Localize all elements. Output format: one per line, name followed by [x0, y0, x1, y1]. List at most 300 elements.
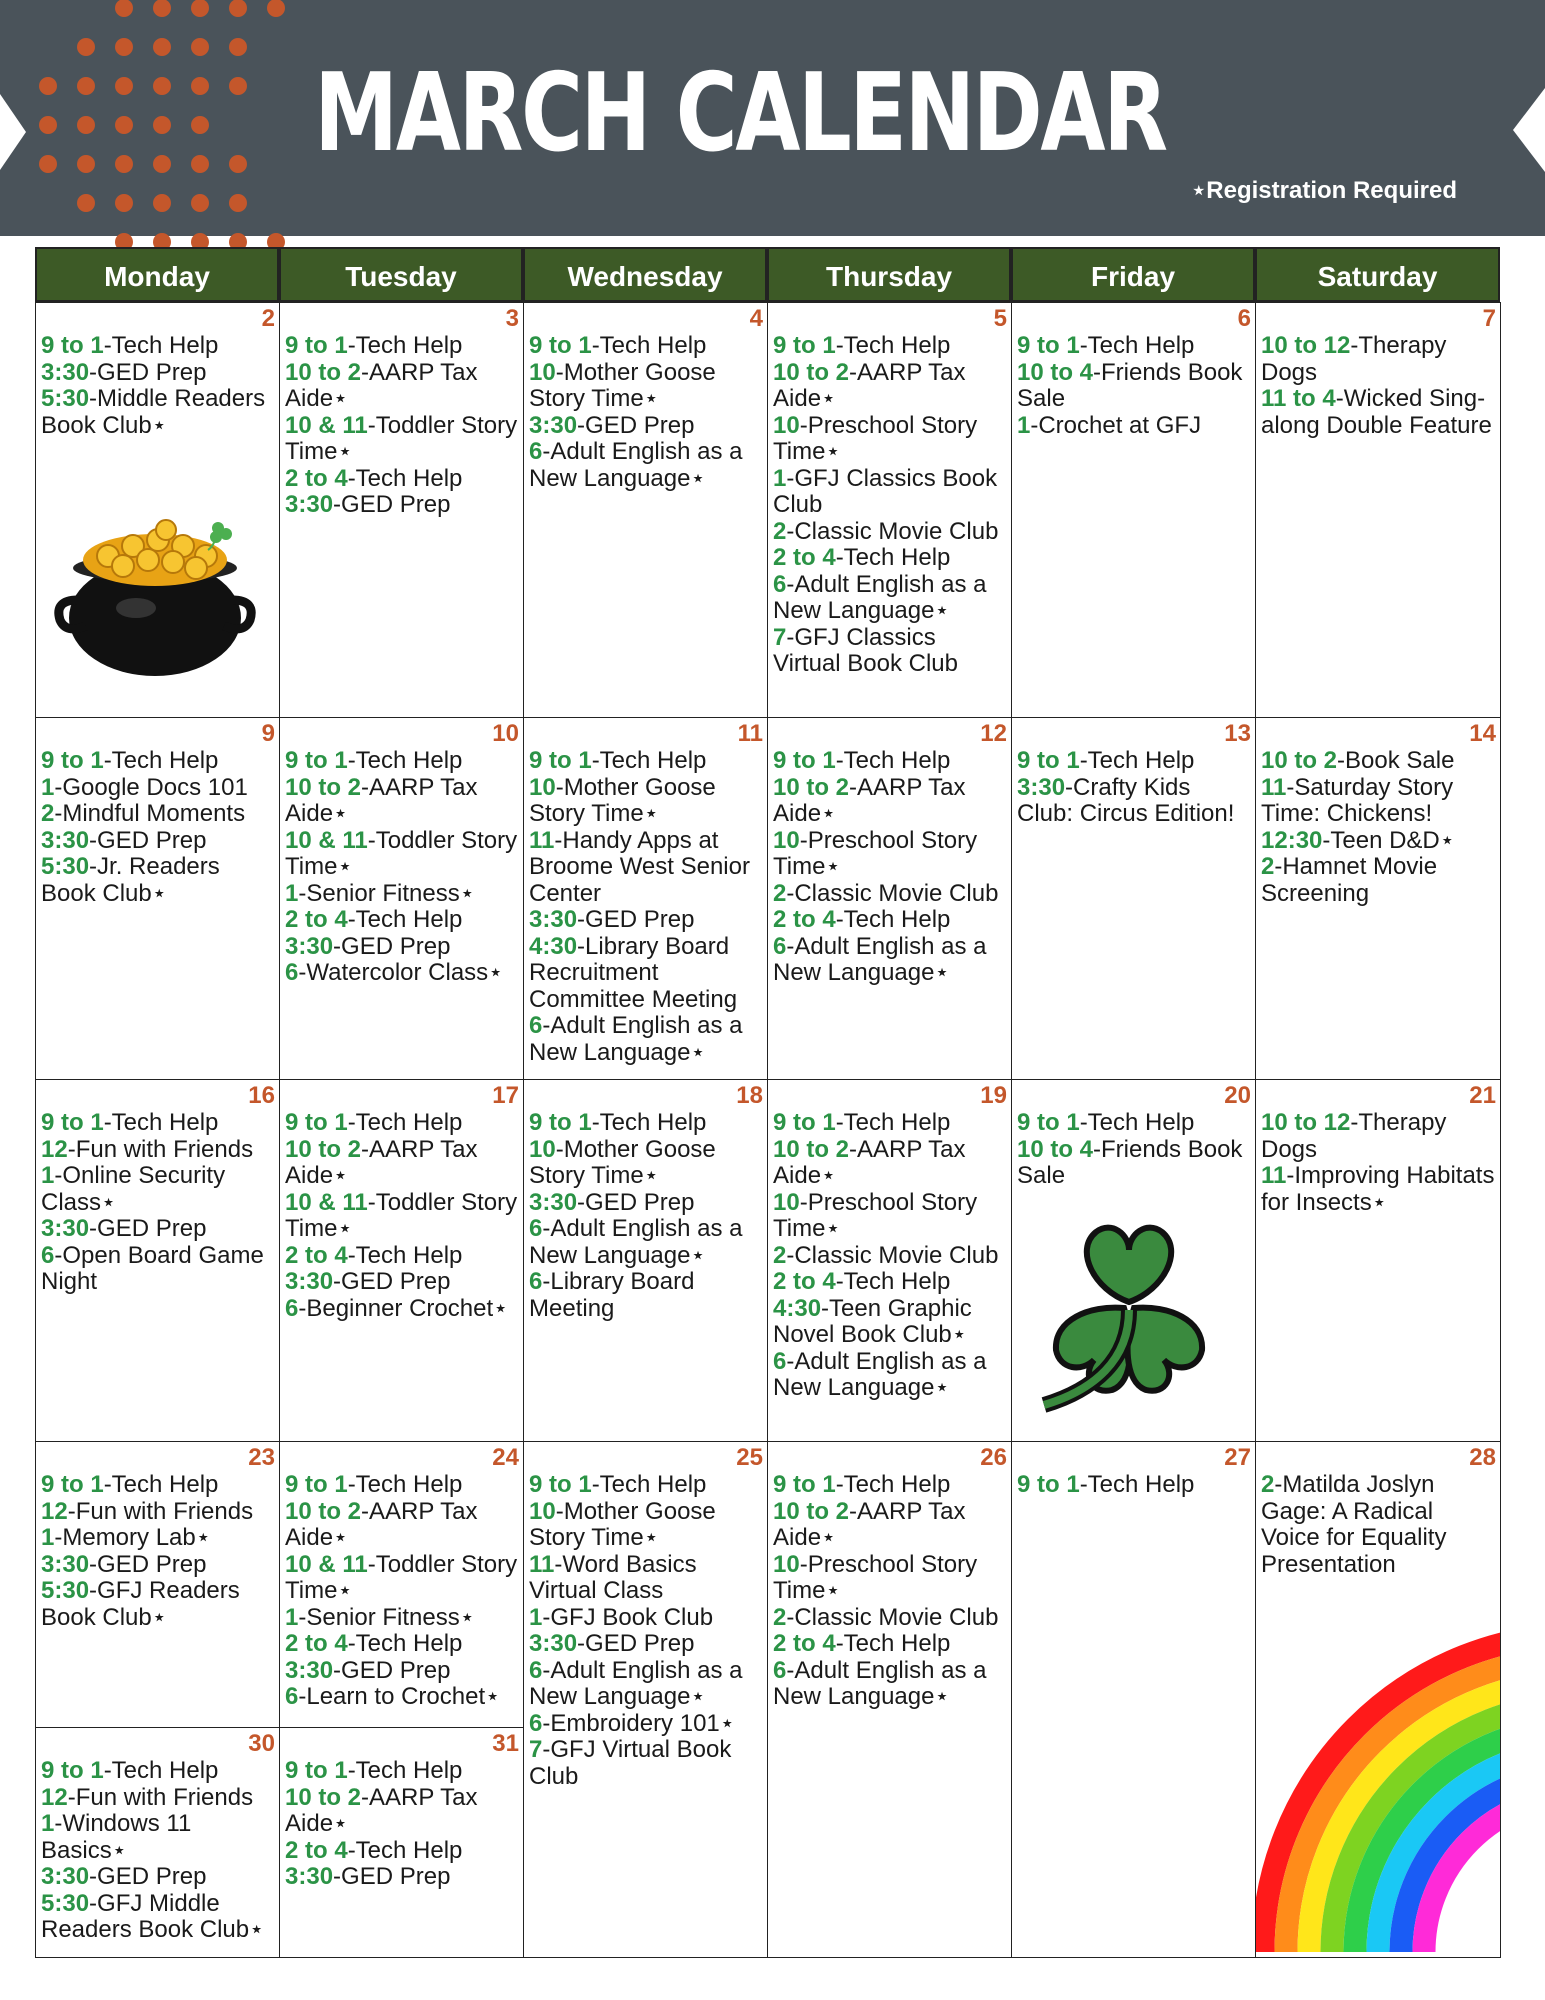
event-title: -Tech Help — [835, 544, 951, 571]
event-list — [41, 748, 275, 907]
date-number: 11 — [737, 720, 763, 747]
date-number: 2 — [261, 305, 275, 332]
event-item — [529, 1216, 763, 1269]
event-list — [773, 1472, 1007, 1711]
calendar-grid — [35, 247, 1500, 1957]
event-title: -Therapy Dogs — [1261, 332, 1447, 386]
event-list — [1261, 748, 1496, 907]
event-time: 9 to 1 — [773, 1471, 836, 1498]
event-time: 10 — [529, 1135, 556, 1163]
event-item — [41, 854, 275, 907]
event-item — [1017, 360, 1251, 413]
event-item — [529, 1658, 763, 1711]
day-cell-11 — [523, 717, 768, 1080]
event-item — [41, 333, 275, 360]
event-title: -GED Prep — [577, 411, 695, 439]
event-item — [1261, 386, 1496, 439]
event-item — [529, 413, 763, 440]
event-title: -Improving Habitats for Insects⋆ — [1261, 1162, 1495, 1216]
event-time: 10 — [529, 1497, 556, 1525]
event-title: -Online Security Class⋆ — [41, 1162, 226, 1216]
event-time: 2 — [773, 1241, 787, 1269]
date-number: 21 — [1469, 1082, 1496, 1109]
event-time: 2 to 4 — [285, 1836, 348, 1864]
event-time: 3:30 — [285, 491, 334, 518]
event-item — [41, 748, 275, 775]
event-title: -AARP Tax Aide⋆ — [773, 1135, 966, 1189]
event-time: 7 — [529, 1736, 543, 1763]
event-title: -Classic Movie Club — [786, 879, 999, 907]
event-time: 10 to 2 — [1261, 747, 1338, 774]
event-title: -Google Docs 101 — [54, 773, 248, 801]
day-cell-30 — [35, 1727, 280, 1958]
date-number: 12 — [980, 720, 1007, 747]
event-time: 6 — [529, 1268, 543, 1295]
event-item — [773, 1472, 1007, 1499]
event-item — [285, 934, 519, 961]
event-time: 10 — [529, 773, 556, 801]
day-cell-5 — [767, 302, 1012, 718]
event-time: 2 — [1261, 853, 1275, 880]
event-title: -Tech Help — [1079, 747, 1195, 774]
event-item — [41, 1758, 275, 1785]
date-number: 13 — [1224, 720, 1251, 747]
event-list — [1261, 1472, 1496, 1578]
event-item — [41, 1216, 275, 1243]
event-list — [529, 333, 763, 492]
date-number: 23 — [248, 1444, 275, 1471]
event-item — [529, 1013, 763, 1066]
event-title: -Tech Help — [103, 332, 219, 359]
event-item — [41, 1243, 275, 1296]
event-item — [285, 960, 519, 987]
event-item — [1261, 1472, 1496, 1578]
event-item — [773, 1349, 1007, 1402]
day-header-thursday: Thursday — [767, 247, 1011, 302]
event-time: 10 to 2 — [773, 1135, 850, 1163]
event-list — [41, 1472, 275, 1631]
event-list — [529, 1472, 763, 1790]
day-cell-13 — [1011, 717, 1256, 1080]
event-item — [285, 1552, 519, 1605]
event-time: 9 to 1 — [41, 747, 104, 774]
event-title: -Middle Readers Book Club⋆ — [41, 385, 266, 439]
event-item — [285, 1864, 519, 1891]
event-item — [285, 333, 519, 360]
event-item — [285, 1631, 519, 1658]
day-cell-27 — [1011, 1441, 1256, 1958]
event-title: -Adult English as a New Language⋆ — [529, 1012, 743, 1066]
event-title: -Mother Goose Story Time⋆ — [529, 1497, 716, 1551]
event-time: 10 to 4 — [1017, 1135, 1094, 1163]
event-title: -Tech Help — [347, 1836, 463, 1864]
event-time: 6 — [41, 1241, 55, 1269]
event-list — [41, 1110, 275, 1296]
event-time: 9 to 1 — [41, 332, 104, 359]
event-item — [529, 1499, 763, 1552]
event-item — [773, 1605, 1007, 1632]
event-item — [41, 1110, 275, 1137]
event-title: -Library Board Recruitment Committee Meeting — [529, 932, 738, 1013]
event-time: 3:30 — [285, 1656, 334, 1684]
event-time: 5:30 — [41, 853, 90, 880]
event-time: 10 & 11 — [285, 411, 368, 439]
event-title: -Therapy Dogs — [1261, 1109, 1447, 1163]
day-cell-24 — [279, 1441, 524, 1728]
event-title: -Tech Help — [347, 1241, 463, 1269]
event-time: 3:30 — [285, 1863, 334, 1890]
pot-of-gold-icon — [48, 508, 263, 683]
event-time: 10 to 2 — [285, 1135, 362, 1163]
event-title: -Tech Help — [835, 1268, 951, 1295]
event-item — [529, 1190, 763, 1217]
day-cell-20 — [1011, 1079, 1256, 1442]
banner-notch — [1513, 88, 1545, 172]
event-time: 12 — [41, 1497, 68, 1525]
event-item — [773, 545, 1007, 572]
event-item — [529, 1137, 763, 1190]
event-item — [285, 1758, 519, 1785]
event-item — [41, 1864, 275, 1891]
event-list — [1017, 748, 1251, 828]
event-time: 1 — [285, 1603, 299, 1631]
event-time: 3:30 — [1017, 773, 1066, 801]
event-item — [41, 1785, 275, 1812]
event-item — [773, 1658, 1007, 1711]
event-time: 3:30 — [529, 906, 578, 933]
event-title: -Mindful Moments — [54, 800, 246, 827]
event-item — [1017, 333, 1251, 360]
date-number: 4 — [749, 305, 763, 332]
event-time: 3:30 — [41, 358, 90, 386]
event-item — [529, 907, 763, 934]
date-number: 10 — [492, 720, 519, 747]
day-cell-6 — [1011, 302, 1256, 718]
event-item — [529, 1605, 763, 1632]
event-title: -GED Prep — [333, 932, 451, 960]
event-title: -Fun with Friends — [67, 1497, 254, 1525]
event-time: 11 — [1261, 1162, 1287, 1189]
page-title: MARCH CALENDAR — [314, 51, 1166, 176]
event-item — [529, 1737, 763, 1790]
event-title: -Tech Help — [103, 1471, 219, 1498]
event-item — [773, 1243, 1007, 1270]
date-number: 18 — [736, 1082, 763, 1109]
event-title: -GED Prep — [89, 1215, 207, 1242]
event-list — [773, 748, 1007, 987]
event-item — [41, 1472, 275, 1499]
event-title: -Embroidery 101⋆ — [542, 1709, 735, 1737]
event-title: -Friends Book Sale — [1017, 1135, 1243, 1189]
event-title: -Tech Help — [347, 906, 463, 933]
event-item — [773, 748, 1007, 775]
event-title: -Tech Help — [591, 1471, 707, 1498]
event-item — [529, 934, 763, 1014]
event-item — [529, 828, 763, 908]
event-time: 2 to 4 — [285, 906, 348, 933]
event-list — [529, 1110, 763, 1322]
event-title: -AARP Tax Aide⋆ — [773, 358, 966, 412]
event-time: 1 — [41, 773, 55, 801]
event-time: 7 — [773, 623, 787, 651]
event-time: 5:30 — [41, 1889, 90, 1917]
event-list — [285, 1758, 519, 1891]
date-number: 3 — [505, 305, 519, 332]
event-time: 9 to 1 — [41, 1109, 104, 1136]
event-time: 10 to 2 — [773, 773, 850, 801]
event-title: -Fun with Friends — [67, 1783, 254, 1811]
event-title: -Mother Goose Story Time⋆ — [529, 1135, 716, 1189]
event-item — [285, 1243, 519, 1270]
event-item — [529, 439, 763, 492]
event-time: 6 — [529, 1709, 543, 1737]
event-time: 2 — [773, 879, 787, 907]
event-item — [529, 748, 763, 775]
day-header-wednesday: Wednesday — [523, 247, 767, 302]
event-time: 9 to 1 — [529, 1471, 592, 1498]
event-title: -Tech Help — [835, 332, 951, 359]
event-title: -Tech Help — [347, 1630, 463, 1657]
event-time: 9 to 1 — [1017, 1109, 1080, 1136]
event-time: 2 — [773, 517, 787, 545]
event-time: 10 — [773, 411, 800, 439]
event-item — [529, 1631, 763, 1658]
event-item — [41, 1499, 275, 1526]
event-time: 2 to 4 — [773, 1630, 836, 1657]
event-title: -Tech Help — [347, 747, 463, 774]
event-time: 10 to 2 — [773, 358, 850, 386]
event-title: -GED Prep — [333, 491, 451, 518]
event-item — [529, 1472, 763, 1499]
event-time: 5:30 — [41, 1577, 90, 1604]
event-title: -GED Prep — [577, 906, 695, 933]
event-time: 2 to 4 — [773, 544, 836, 571]
event-title: -Tech Help — [835, 747, 951, 774]
event-title: -GED Prep — [333, 1863, 451, 1890]
event-item — [1261, 1163, 1496, 1216]
event-item — [285, 1296, 519, 1323]
event-item — [285, 1785, 519, 1838]
date-number: 27 — [1224, 1444, 1251, 1471]
rainbow-icon — [1255, 1617, 1501, 1957]
event-title: -Senior Fitness⋆ — [298, 1603, 475, 1631]
event-item — [773, 1110, 1007, 1137]
event-item — [285, 1684, 519, 1711]
event-time: 1 — [41, 1810, 55, 1837]
date-number: 26 — [980, 1444, 1007, 1471]
event-item — [529, 1110, 763, 1137]
event-title: -Adult English as a New Language⋆ — [529, 1215, 743, 1269]
day-header-tuesday: Tuesday — [279, 247, 523, 302]
event-title: -Friends Book Sale — [1017, 358, 1243, 412]
event-time: 10 to 2 — [773, 1497, 850, 1525]
event-title: -Adult English as a New Language⋆ — [529, 438, 743, 492]
event-time: 6 — [529, 1656, 543, 1684]
event-title: -Adult English as a New Language⋆ — [773, 1347, 987, 1401]
event-title: -GFJ Readers Book Club⋆ — [41, 1577, 240, 1631]
day-cell-25 — [523, 1441, 768, 1958]
event-time: 10 to 12 — [1261, 1109, 1351, 1136]
event-title: -Watercolor Class⋆ — [298, 959, 504, 986]
event-time: 6 — [773, 932, 787, 960]
event-title: -Toddler Story Time⋆ — [285, 411, 518, 465]
event-title: -Library Board Meeting — [529, 1268, 695, 1322]
event-time: 10 — [773, 1188, 800, 1216]
event-time: 9 to 1 — [285, 747, 348, 774]
event-title: -Tech Help — [347, 1471, 463, 1498]
event-item — [773, 1190, 1007, 1243]
event-title: -GED Prep — [89, 1863, 207, 1890]
day-cell-4 — [523, 302, 768, 718]
event-title: -Toddler Story Time⋆ — [285, 1550, 518, 1604]
day-cell-12 — [767, 717, 1012, 1080]
shamrock-icon — [1034, 1210, 1224, 1425]
event-time: 9 to 1 — [1017, 332, 1080, 359]
event-list — [285, 1472, 519, 1711]
event-time: 2 — [41, 800, 55, 827]
event-item — [285, 413, 519, 466]
event-time: 3:30 — [41, 1215, 90, 1242]
event-item — [41, 1552, 275, 1579]
event-item — [773, 1296, 1007, 1349]
event-time: 12 — [41, 1783, 68, 1811]
event-title: -GED Prep — [89, 826, 207, 854]
event-item — [41, 1137, 275, 1164]
event-time: 10 to 2 — [285, 1497, 362, 1525]
event-time: 10 to 2 — [285, 773, 362, 801]
event-item — [773, 625, 1007, 678]
event-item — [285, 1658, 519, 1685]
event-list — [773, 1110, 1007, 1402]
event-item — [285, 748, 519, 775]
event-time: 9 to 1 — [529, 1109, 592, 1136]
event-item — [41, 801, 275, 828]
event-item — [529, 1711, 763, 1738]
event-item — [285, 1190, 519, 1243]
day-cell-16 — [35, 1079, 280, 1442]
event-title: -Tech Help — [103, 747, 219, 774]
date-number: 9 — [261, 720, 275, 747]
event-title: -GED Prep — [89, 358, 207, 386]
registration-note: ⋆Registration Required — [1191, 177, 1457, 204]
event-item — [529, 1269, 763, 1322]
event-item — [1261, 748, 1496, 775]
event-title: -Hamnet Movie Screening — [1261, 853, 1438, 907]
event-title: -Windows 11 Basics⋆ — [41, 1810, 192, 1864]
date-number: 7 — [1482, 305, 1496, 332]
event-time: 11 — [1261, 773, 1287, 801]
event-title: -Classic Movie Club — [786, 1603, 999, 1631]
event-title: -Teen Graphic Novel Book Club⋆ — [773, 1294, 972, 1348]
event-time: 10 & 11 — [285, 1188, 368, 1216]
event-item — [529, 333, 763, 360]
event-title: -Tech Help — [591, 747, 707, 774]
event-title: -Tech Help — [1079, 332, 1195, 359]
event-item — [773, 1499, 1007, 1552]
event-title: -Adult English as a New Language⋆ — [773, 1656, 987, 1710]
day-cell-21 — [1255, 1079, 1501, 1442]
event-title: -AARP Tax Aide⋆ — [773, 1497, 966, 1551]
event-item — [1017, 413, 1251, 440]
event-time: 3:30 — [285, 1268, 334, 1295]
date-number: 5 — [993, 305, 1007, 332]
event-time: 9 to 1 — [285, 1757, 348, 1784]
event-time: 10 — [529, 358, 556, 386]
event-item — [529, 360, 763, 413]
event-time: 6 — [773, 1656, 787, 1684]
date-number: 20 — [1224, 1082, 1251, 1109]
event-time: 9 to 1 — [773, 747, 836, 774]
event-item — [285, 466, 519, 493]
event-time: 1 — [285, 879, 299, 907]
event-title: -AARP Tax Aide⋆ — [285, 1135, 478, 1189]
event-time: 6 — [285, 1683, 299, 1710]
event-title: -Fun with Friends — [67, 1135, 254, 1163]
event-title: -Wicked Sing-along Double Feature — [1261, 385, 1492, 439]
event-title: -Saturday Story Time: Chickens! — [1261, 773, 1454, 827]
day-header-saturday: Saturday — [1255, 247, 1500, 302]
event-title: -Tech Help — [1079, 1109, 1195, 1136]
event-title: -GFJ Virtual Book Club — [529, 1736, 732, 1790]
event-time: 4:30 — [773, 1294, 822, 1322]
date-number: 16 — [248, 1082, 275, 1109]
event-item — [285, 1605, 519, 1632]
event-time: 6 — [529, 1012, 543, 1039]
event-time: 2 — [1261, 1471, 1275, 1498]
date-number: 30 — [248, 1730, 275, 1757]
event-title: -GED Prep — [89, 1550, 207, 1578]
event-item — [1017, 1110, 1251, 1137]
event-time: 3:30 — [41, 1863, 90, 1890]
event-item — [285, 1137, 519, 1190]
event-title: -AARP Tax Aide⋆ — [773, 773, 966, 827]
event-item — [1017, 748, 1251, 775]
event-time: 9 to 1 — [1017, 1471, 1080, 1498]
event-time: 10 to 4 — [1017, 358, 1094, 386]
event-title: -Word Basics Virtual Class — [529, 1550, 697, 1604]
event-item — [285, 828, 519, 881]
day-cell-17 — [279, 1079, 524, 1442]
event-time: 9 to 1 — [41, 1757, 104, 1784]
event-time: 2 — [773, 1603, 787, 1631]
date-number: 14 — [1469, 720, 1496, 747]
event-time: 11 — [529, 1550, 555, 1578]
day-cell-14 — [1255, 717, 1501, 1080]
event-item — [773, 1552, 1007, 1605]
event-item — [41, 1578, 275, 1631]
event-item — [41, 1891, 275, 1944]
event-time: 6 — [529, 438, 543, 465]
event-time: 9 to 1 — [529, 332, 592, 359]
day-cell-10 — [279, 717, 524, 1080]
date-number: 28 — [1469, 1444, 1496, 1471]
event-title: -Tech Help — [835, 1630, 951, 1657]
event-time: 10 & 11 — [285, 826, 368, 854]
event-item — [1261, 775, 1496, 828]
event-time: 3:30 — [285, 932, 334, 960]
event-item — [773, 519, 1007, 546]
event-time: 9 to 1 — [285, 1109, 348, 1136]
event-title: -GFJ Classics Book Club — [773, 464, 998, 518]
event-time: 11 to 4 — [1261, 385, 1336, 412]
date-number: 24 — [492, 1444, 519, 1471]
header-banner — [0, 0, 1545, 236]
event-title: -AARP Tax Aide⋆ — [285, 358, 478, 412]
event-time: 10 — [773, 1550, 800, 1578]
event-time: 1 — [529, 1603, 543, 1631]
event-item — [1017, 1137, 1251, 1190]
event-title: -Preschool Story Time⋆ — [773, 1188, 978, 1242]
